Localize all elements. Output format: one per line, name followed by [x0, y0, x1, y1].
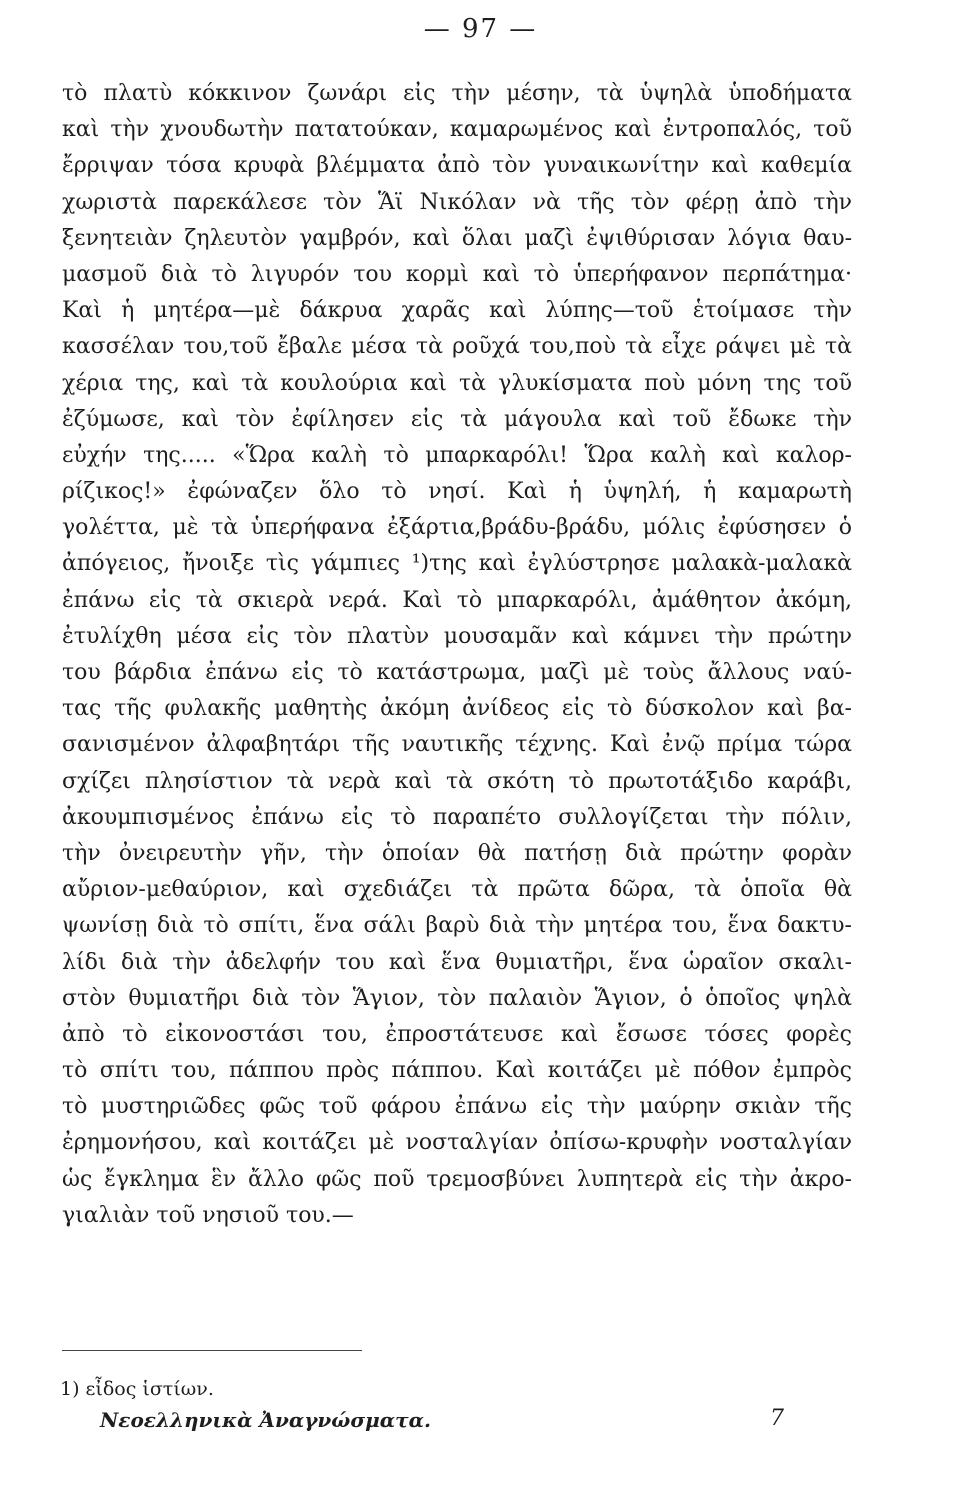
text-line: λίδι διὰ τὴν ἀδελφήν του καὶ ἕνα θυμιατῆρι, ἕνα ὡραῖον σκαλι-: [62, 949, 852, 975]
text-line: ὡς ἔγκλημα ἓν ἄλλο φῶς ποῦ τρεμοσβύνει λυπητερὰ εἰς τὴν ἀκρο-: [62, 1166, 852, 1192]
text-line: ἔρριψαν τόσα κρυφὰ βλέμματα ἀπὸ τὸν γυναικωνίτην καὶ καθεμία: [62, 153, 852, 179]
text-line: αὔριον-μεθαύριον, καὶ σχεδιάζει τὰ πρῶτα δῶρα, τὰ ὁποῖα θὰ: [62, 877, 852, 903]
text-line: ἀπὸ τὸ εἰκονοστάσι του, ἐπροστάτευσε καὶ ἔσωσε τόσες φορὲς: [62, 1021, 852, 1047]
text-line: ἐζύμωσε, καὶ τὸν ἐφίλησεν εἰς τὰ μάγουλα καὶ τοῦ ἔδωκε τὴν: [62, 406, 852, 432]
text-line: κασσέλαν του,τοῦ ἔβαλε μέσα τὰ ροῦχά του,ποὺ τὰ εἶχε ράψει μὲ τὰ: [62, 334, 852, 360]
text-line: ἐτυλίχθη μέσα εἰς τὸν πλατὺν μουσαμᾶν καὶ κάμνει τὴν πρώτην: [62, 623, 852, 649]
text-line: καὶ τὴν χνουδωτὴν πατατούκαν, καμαρωμένος καὶ ἐντροπαλός, τοῦ: [62, 117, 852, 143]
text-line: τας τῆς φυλακῆς μαθητὴς ἀκόμη ἀνίδεος εἰς τὸ δύσκολον καὶ βα-: [62, 696, 852, 722]
text-line: χωριστὰ παρεκάλεσε τὸν Ἅϊ Νικόλαν νὰ τῆς τὸν φέρῃ ἀπὸ τὴν: [62, 189, 852, 215]
text-line: σανισμένον ἀλφαβητάρι τῆς ναυτικῆς τέχνης. Καὶ ἐνῷ πρίμα τώρα: [62, 732, 852, 758]
text-line: ρίζικος!» ἐφώναζεν ὅλο τὸ νησί. Καὶ ἡ ὑψηλή, ἡ καμαρωτὴ: [62, 479, 852, 505]
text-line: του βάρδια ἐπάνω εἰς τὸ κατάστρωμα, μαζὶ μὲ τοὺς ἄλλους ναύ-: [62, 660, 852, 685]
text-line: ψωνίσῃ διὰ τὸ σπίτι, ἕνα σάλι βαρὺ διὰ τὴν μητέρα του, ἕνα δακτυ-: [62, 913, 852, 939]
text-line: ἐπάνω εἰς τὰ σκιερὰ νερά. Καὶ τὸ μπαρκαρόλι, ἀμάθητον ἀκόμη,: [62, 587, 852, 613]
text-line: τὸ πλατὺ κόκκινον ζωνάρι εἰς τὴν μέσην, τὰ ὑψηλὰ ὑποδήματα: [62, 81, 852, 106]
text-line: Καὶ ἡ μητέρα—μὲ δάκρυα χαρᾶς καὶ λύπης—τοῦ ἑτοίμασε τὴν: [62, 298, 852, 324]
text-line: χέρια της, καὶ τὰ κουλούρια καὶ τὰ γλυκίσματα ποὺ μόνη της τοῦ: [62, 370, 852, 396]
signature-mark: 7: [770, 1406, 784, 1431]
book-title-footer: Νεοελληνικὰ Ἀναγνώσματα.: [100, 1408, 431, 1432]
text-line: ἐρημονήσου, καὶ κοιτάζει μὲ νοσταλγίαν ὀπίσω-κρυφὴν νοσταλγίαν: [62, 1130, 852, 1156]
text-line: τὴν ὀνειρευτὴν γῆν, τὴν ὁποίαν θὰ πατήσῃ διὰ πρώτην φορὰν: [62, 840, 852, 866]
footnote: 1) εἶδος ἱστίων.: [60, 1378, 214, 1400]
text-line: εὐχήν της..... «Ὥρα καλὴ τὸ μπαρκαρόλι! Ὥρα καλὴ καὶ καλορ-: [62, 442, 852, 468]
body-text: [62, 76, 852, 1234]
footnote-divider: [62, 1350, 362, 1351]
text-line: γιαλιὰν τοῦ νησιοῦ του.—: [62, 1202, 354, 1228]
text-line: ἀπόγειος, ἤνοιξε τὶς γάμπιες ¹)της καὶ ἐγλύστρησε μαλακὰ-μαλακὰ: [62, 551, 852, 577]
text-line: μασμοῦ διὰ τὸ λιγυρόν του κορμὶ καὶ τὸ ὑπερήφανον περπάτημα·: [62, 261, 852, 287]
text-line: γολέττα, μὲ τὰ ὑπερήφανα ἐξάρτια,βράδυ-βράδυ, μόλις ἐφύσησεν ὁ: [62, 515, 852, 541]
text-line: τὸ σπίτι του, πάππου πρὸς πάππου. Καὶ κοιτάζει μὲ πόθον ἐμπρὸς: [62, 1058, 852, 1084]
page-number: — 97 —: [423, 14, 538, 44]
text-line: ξενητειὰν ζηλευτὸν γαμβρόν, καὶ ὅλαι μαζὶ ἐψιθύρισαν λόγια θαυ-: [62, 225, 852, 251]
text-line: στὸν θυμιατῆρι διὰ τὸν Ἅγιον, τὸν παλαιὸν Ἅγιον, ὁ ὁποῖος ψηλὰ: [62, 985, 852, 1011]
text-line: ἀκουμπισμένος ἐπάνω εἰς τὸ παραπέτο συλλογίζεται τὴν πόλιν,: [62, 804, 852, 830]
text-line: τὸ μυστηριῶδες φῶς τοῦ φάρου ἐπάνω εἰς τὴν μαύρην σκιὰν τῆς: [62, 1094, 852, 1120]
text-line: σχίζει πλησίστιον τὰ νερὰ καὶ τὰ σκότη τὸ πρωτοτάξιδο καράβι,: [62, 768, 852, 794]
